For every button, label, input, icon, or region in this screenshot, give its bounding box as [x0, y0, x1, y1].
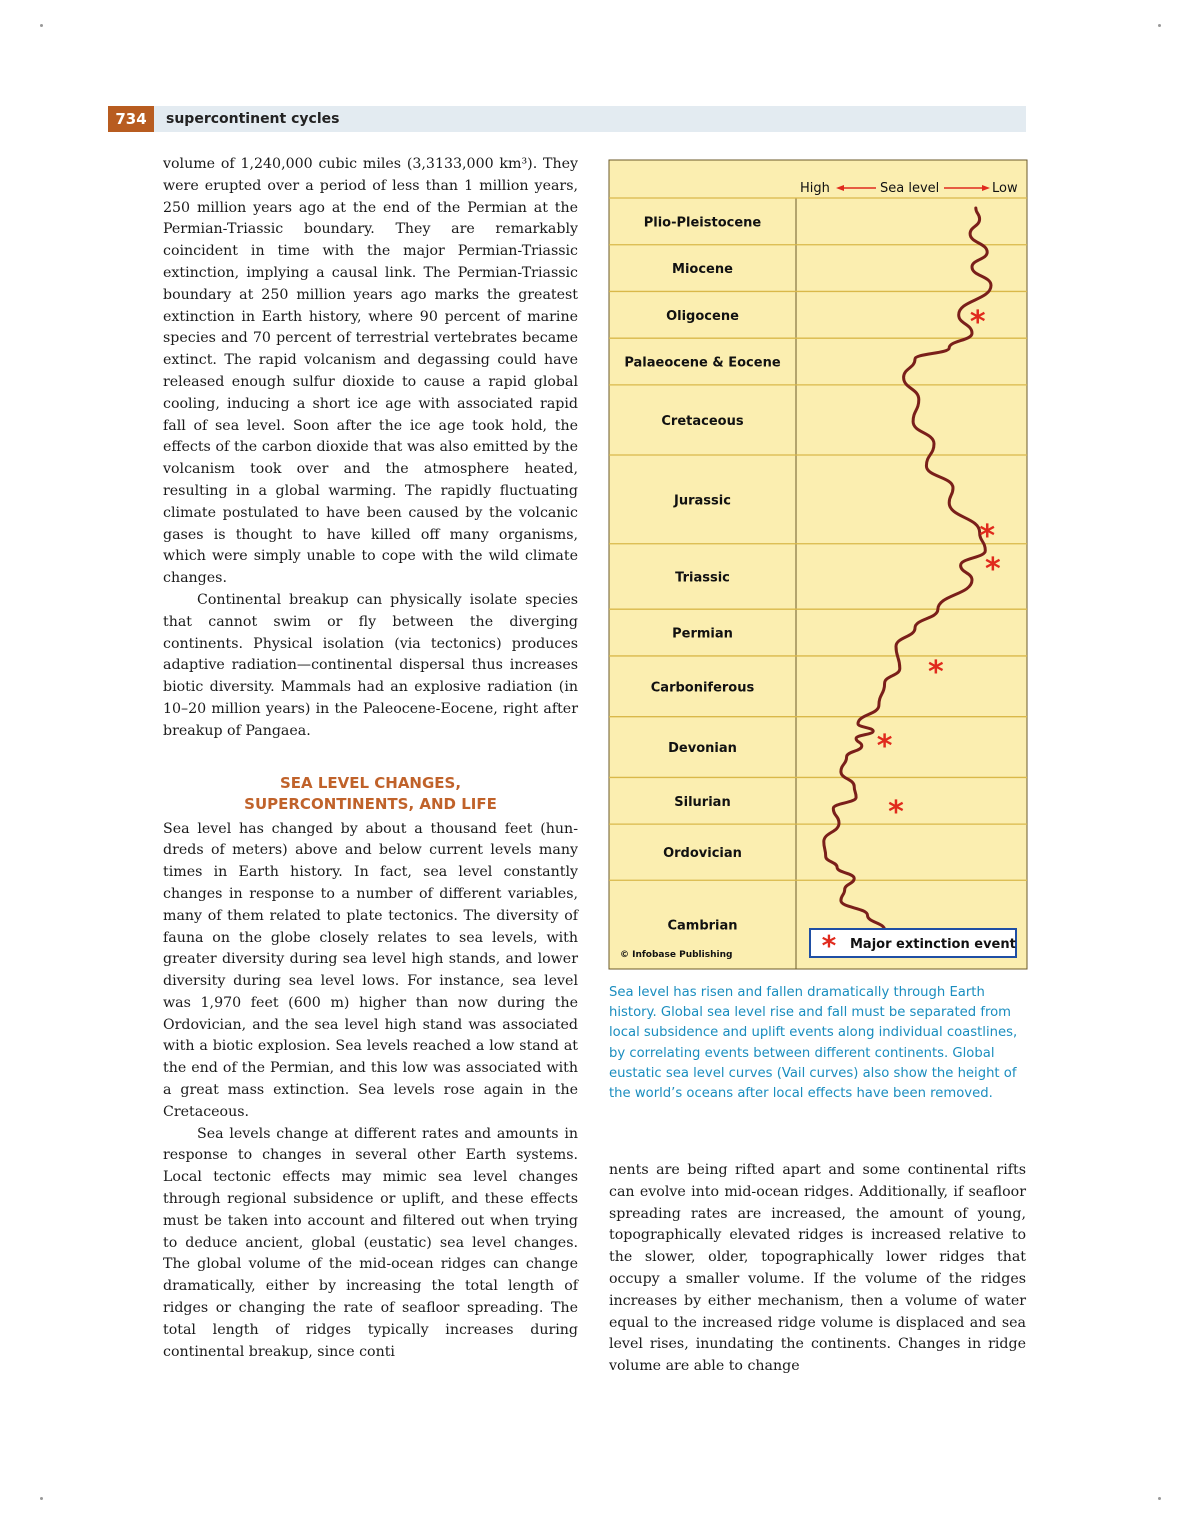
period-label: Miocene [672, 262, 733, 278]
period-label: Oligocene [666, 308, 739, 324]
period-label: Silurian [674, 794, 731, 810]
period-label: Cretaceous [661, 413, 744, 429]
period-label: Plio-Pleistocene [643, 215, 762, 231]
legend-label: Major extinction event [850, 937, 1016, 952]
body-paragraph: volume of 1,240,000 cubic miles (3,3133,000 km³). They were erupted over a period of less than 1 million years, 250 million years ago at the end of the Permian at the Permian-Triassic boundary. They are remarkably coincident in time with the major Permian-Triassic extinction, implying a causal link. The Permian-Triassic boundary at 250 million years ago marks the greatest extinction in Earth history, where 90 percent of marine species and 70 percent of terrestrial vertebrates became extinct. The rapid volcanism and degassing could have released enough sulfur dioxide to cause a rapid global cooling, inducing a short ice age with associated rapid fall of sea level. Soon after the ice age took hold, the effects of the carbon dioxide that was also emitted by the volcanism took over and the atmosphere heated, resulting in a global warming. The rapidly fluctuating climate postulated to have been caused by the volcanic gases is thought to have killed off many organisms, which were simply unable to cope with the wild climate changes. [163, 156, 578, 587]
extinction-marker-cambrian: * [888, 795, 904, 831]
section-heading-line: SUPERCONTINENTS, AND LIFE [244, 794, 497, 813]
period-label: Permian [672, 626, 733, 642]
section-heading-line: SEA LEVEL CHANGES, [279, 773, 462, 792]
figure-caption: Sea level has risen and fallen dramatically through Earth history. Global sea level rise and fall must be separated from local subsidence and uplift events along individual coastlines, by correlating events between different continents. Global eustatic sea level curves (Vail curves) also show the height of the world’s oceans after local effects have been removed. [609, 985, 1018, 1102]
page-number: 734 [108, 106, 154, 132]
extinction-marker-permian: * [985, 552, 1001, 587]
body-paragraph: nents are being rifted apart and some continental rifts can evolve into mid-ocean ridges. Additionally, if seafloor spreading rates are increased, the amount of young, topographically elevated ridges is increased relative to the slower, older, topographically lower ridges that occupy a smaller volume. If the volume of the ridges increases by either mechanism, then a volume of water equal to the increased ridge volume is displaced and sea level rises, inundating the continents. Changes in ridge volume are able to change [609, 1162, 1026, 1375]
chart-root [609, 160, 1027, 969]
period-label: Triassic [675, 570, 730, 586]
crop-mark [40, 1497, 43, 1500]
extinction-marker-devonian: * [928, 655, 944, 691]
period-label: Devonian [668, 741, 737, 757]
running-title: supercontinent cycles [166, 111, 340, 127]
body-paragraph: Sea levels change at different rates and amounts in response to changes in several other Earth systems. Local tectonic effects may mimic sea level changes through regional subsidence or uplift, and these effects must be taken into account and filtered out when trying to deduce ancient, global (eustatic) sea level changes. The global volume of the mid-ocean ridges can change dramatically, either by increasing the total length of ridges or changing the rate of seafloor spreading. The total length of ridges typically increases during continental breakup, since conti [163, 1125, 578, 1360]
period-label: Jurassic [674, 493, 731, 509]
extinction-marker-palaeocene-eocene: * [969, 305, 986, 341]
body-paragraph: Sea level has changed by about a thousand feet (hundreds of meters) above and below current levels many times in Earth history. In fact, sea level constantly changes in response to a number of different variables, many of them related to plate tectonics. The diversity of fauna on the globe closely relates to sea levels, with greater diversity during sea level high stands, and lower diversity during sea level lows. For instance, sea level was 1,970 feet (600 m) higher than now during the Ordovician, and the sea level high stand was associated with a biotic explosion. Sea levels reached a low stand at the end of the Permian, and this low was associated with a great mass extinction. Sea levels rose again in the Cretaceous. [163, 820, 578, 1120]
extinction-marker-triassic: * [979, 518, 996, 554]
axis-title: Sea level [880, 181, 940, 196]
crop-mark [1158, 1497, 1161, 1500]
legend-asterisk: * [821, 929, 837, 962]
period-label: Ordovician [663, 846, 742, 862]
extinction-marker-ordovician: * [876, 728, 893, 764]
period-label: Carboniferous [650, 680, 755, 696]
axis-high-label: High [800, 181, 830, 196]
figure-credit: © Infobase Publishing [620, 950, 733, 960]
axis-low-label: Low [992, 181, 1018, 196]
period-label: Palaeocene & Eocene [624, 355, 781, 371]
period-label: Cambrian [667, 918, 738, 934]
right-column [609, 1160, 1026, 1378]
body-paragraph: Continental breakup can physically isolate species that cannot swim or fly between the diverging continents. Physical isolation (via tectonics) produces adaptive radiation—continental dispersal thus increases biotic diversity. Mammals had an explosive radiation (in 10–20 million years) in the Paleocene-Eocene, right after breakup of Pangaea. [163, 591, 578, 739]
